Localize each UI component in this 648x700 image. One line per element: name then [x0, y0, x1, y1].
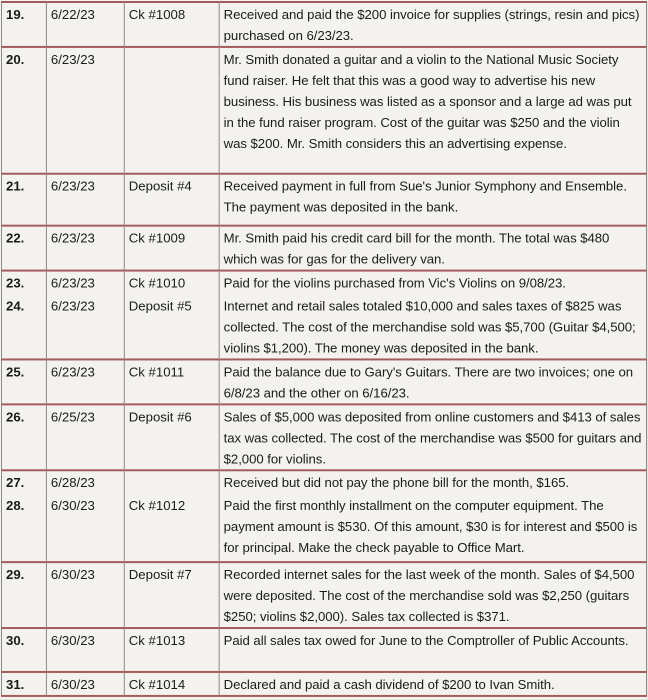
- row-reference: Ck #1008: [124, 2, 219, 47]
- row-description: Mr. Smith paid his credit card bill for the month. The total was $480 which was for gas for the delivery van.: [219, 226, 646, 271]
- row-number: 27.: [1, 470, 46, 493]
- table-row: [1, 562, 646, 628]
- row-date: 6/30/23: [46, 562, 124, 628]
- table-row: [1, 359, 646, 404]
- row-date: 6/23/23: [46, 226, 124, 271]
- row-reference: Deposit #4: [124, 174, 219, 226]
- row-description: Paid for the violins purchased from Vic's Violins on 9/08/23.: [219, 271, 646, 294]
- table-row: [1, 271, 646, 294]
- row-date: 6/25/23: [46, 404, 124, 470]
- row-number: 22.: [1, 226, 46, 271]
- table-row: [1, 294, 646, 359]
- row-number: 30.: [1, 628, 46, 672]
- row-number: 19.: [1, 2, 46, 47]
- row-reference: [124, 470, 219, 493]
- row-date: 6/30/23: [46, 671, 124, 695]
- row-number: 29.: [1, 562, 46, 628]
- row-reference: Deposit #7: [124, 562, 219, 628]
- row-description: Sales of $5,000 was deposited from online customers and $413 of sales tax was collected. The cost of the merchandise was $500 for guitars and $2,000 for violins.: [219, 404, 646, 470]
- table-row: [1, 470, 646, 493]
- row-description: Recorded internet sales for the last week of the month. Sales of $4,500 were deposited. The cost of the merchandise sold was $2,250 (guitars $250; violins $2,000). Sales tax collected is $371.: [219, 562, 646, 628]
- row-number: 31.: [1, 671, 46, 695]
- table-row: [1, 2, 646, 47]
- table-row: [1, 494, 646, 562]
- row-number: 24.: [1, 294, 46, 359]
- row-reference: Ck #1014: [124, 671, 219, 695]
- table-row: [1, 671, 646, 695]
- table-row: [1, 47, 646, 174]
- row-number: 23.: [1, 271, 46, 294]
- row-number: 25.: [1, 359, 46, 404]
- row-description: Internet and retail sales totaled $10,000 and sales taxes of $825 was collected. The cost of the merchandise sold was $5,700 (Guitar $4,500; violins $1,200). The money was deposited in the bank.: [219, 294, 646, 359]
- row-reference: Ck #1013: [124, 628, 219, 672]
- row-description: Paid the first monthly installment on the computer equipment. The payment amount is $530. Of this amount, $30 is for interest and $500 is for principal. Make the check payable to Office Mart.: [219, 494, 646, 562]
- row-number: 21.: [1, 174, 46, 226]
- row-reference: Ck #1011: [124, 359, 219, 404]
- row-date: 6/28/23: [46, 470, 124, 493]
- row-description: Received but did not pay the phone bill for the month, $165.: [219, 470, 646, 493]
- row-reference: Deposit #6: [124, 404, 219, 470]
- row-reference: Ck #1009: [124, 226, 219, 271]
- row-reference: Deposit #5: [124, 294, 219, 359]
- table-row: [1, 628, 646, 672]
- row-reference: Ck #1012: [124, 494, 219, 562]
- row-number: 28.: [1, 494, 46, 562]
- row-number: 26.: [1, 404, 46, 470]
- transactions-table: [1, 1, 647, 696]
- table-row: [1, 404, 646, 470]
- row-date: 6/23/23: [46, 174, 124, 226]
- row-description: Received and paid the $200 invoice for supplies (strings, resin and pics) purchased on 6/23/23.: [219, 2, 646, 47]
- row-date: 6/23/23: [46, 359, 124, 404]
- row-description: Declared and paid a cash dividend of $200 to Ivan Smith.: [219, 671, 646, 695]
- row-reference: [124, 47, 219, 174]
- row-date: 6/22/23: [46, 2, 124, 47]
- row-description: Paid all sales tax owed for June to the Comptroller of Public Accounts.: [219, 628, 646, 672]
- row-description: Mr. Smith donated a guitar and a violin to the National Music Society fund raiser. He felt that this was a good way to advertise his new business. His business was listed as a sponsor and a large ad was put in the fund raiser program. Cost of the guitar was $250 and the violin was $200. Mr. Smith considers this an advertising expense.: [219, 47, 646, 174]
- row-date: 6/30/23: [46, 494, 124, 562]
- row-date: 6/30/23: [46, 628, 124, 672]
- table-row: [1, 226, 646, 271]
- row-number: 20.: [1, 47, 46, 174]
- row-date: 6/23/23: [46, 294, 124, 359]
- row-date: 6/23/23: [46, 47, 124, 174]
- row-description: Received payment in full from Sue's Junior Symphony and Ensemble. The payment was deposited in the bank.: [219, 174, 646, 226]
- row-reference: Ck #1010: [124, 271, 219, 294]
- row-description: Paid the balance due to Gary's Guitars. There are two invoices; one on 6/8/23 and the other on 6/16/23.: [219, 359, 646, 404]
- table-row: [1, 174, 646, 226]
- row-date: 6/23/23: [46, 271, 124, 294]
